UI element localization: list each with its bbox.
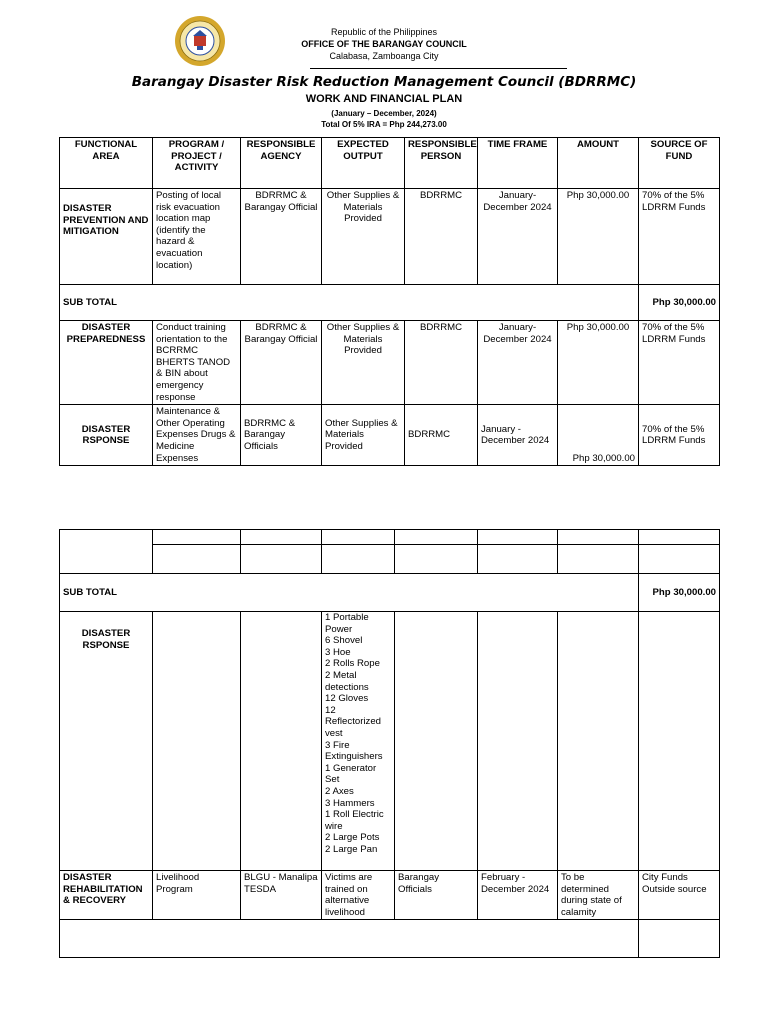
- prevention-agency: BDRRMC & Barangay Official: [241, 189, 322, 285]
- equipment-item: 3 Fire Extinguishers: [325, 739, 383, 763]
- prevention-output: Other Supplies & Materials Provided: [322, 189, 405, 285]
- col-header-output: EXPECTED OUTPUT: [322, 138, 405, 189]
- response-fund: 70% of the 5% LDRRM Funds: [639, 405, 720, 466]
- blank-cell: [153, 545, 241, 574]
- header-rule: [310, 68, 567, 69]
- preparedness-fund: 70% of the 5% LDRRM Funds: [639, 321, 720, 405]
- response-agency: BDRRMC & Barangay Officials: [241, 405, 322, 466]
- response-time: January - December 2024: [478, 405, 558, 466]
- response-amount: Php 30,000.00: [558, 405, 639, 466]
- equipment-item: 1 Portable Power: [325, 612, 369, 635]
- plan-table-1: [59, 137, 720, 466]
- equipment-item: 6 Shovel: [325, 635, 363, 647]
- blank-cell: [241, 612, 322, 871]
- preparedness-agency: BDRRMC & Barangay Official: [241, 321, 322, 405]
- preparedness-output: Other Supplies & Materials Provided: [322, 321, 405, 405]
- rehab-time: February - December 2024: [478, 871, 558, 920]
- prevention-fund: 70% of the 5% LDRRM Funds: [639, 189, 720, 285]
- blank-cell: [639, 545, 720, 574]
- rehab-output: Victims are trained on alternative livelihood: [322, 871, 395, 920]
- blank-cell: [395, 530, 478, 545]
- blank-cell: [241, 545, 322, 574]
- table-row: [60, 530, 720, 545]
- blank-cell: [478, 612, 558, 871]
- document-title: Barangay Disaster Risk Reduction Management Council (BDRRMC): [131, 74, 637, 90]
- blank-cell: [322, 545, 395, 574]
- col-header-person: RESPONSIBLE PERSON: [405, 138, 478, 189]
- preparedness-area: DISASTER PREPAREDNESS: [60, 321, 153, 405]
- table-row: [60, 920, 720, 958]
- blank-cell: [322, 530, 395, 545]
- blank-cell: [60, 530, 153, 574]
- blank-cell: [639, 530, 720, 545]
- blank-cell: [241, 530, 322, 545]
- subtotal-label: SUB TOTAL: [60, 285, 639, 321]
- rehab-area: DISASTER REHABILITATION & RECOVERY: [60, 871, 153, 920]
- document-subtitle: WORK AND FINANCIAL PLAN: [305, 93, 463, 105]
- prevention-amount: Php 30,000.00: [558, 189, 639, 285]
- table-header-row: [60, 138, 720, 189]
- equipment-item: 2 Rolls Rope: [325, 658, 380, 670]
- table-row: [60, 405, 720, 466]
- table-row: [60, 189, 720, 285]
- col-header-agency: RESPONSIBLE AGENCY: [241, 138, 322, 189]
- blank-cell: [478, 545, 558, 574]
- rehab-fund: City Funds Outside source: [639, 871, 720, 920]
- equipment-item: 12 Gloves: [325, 693, 369, 705]
- rehab-agency: BLGU - Manalipa TESDA: [241, 871, 322, 920]
- response2-area: DISASTER RSPONSE: [60, 612, 153, 871]
- blank-cell: [639, 612, 720, 871]
- blank-cell: [558, 612, 639, 871]
- preparedness-program: Conduct training orientation to the BCRRMC BHERTS TANOD & BIN about emergency response: [153, 321, 241, 405]
- table-row: [60, 871, 720, 920]
- subtotal-value: Php 30,000.00: [639, 574, 720, 612]
- blank-cell: [478, 530, 558, 545]
- equipment-list: [325, 612, 391, 855]
- col-header-program: PROGRAM / PROJECT / ACTIVITY: [153, 138, 241, 189]
- response-program: Maintenance & Other Operating Expenses Drugs & Medicine Expenses: [153, 405, 241, 466]
- blank-cell: [639, 920, 720, 958]
- subtotal-value: Php 30,000.00: [639, 285, 720, 321]
- col-header-fund: SOURCE OF FUND: [639, 138, 720, 189]
- equipment-item: 2 Large Pots: [325, 832, 380, 844]
- response-area: DISASTER RSPONSE: [60, 405, 153, 466]
- col-header-amount: AMOUNT: [558, 138, 639, 189]
- blank-cell: [558, 545, 639, 574]
- equipment-item: 3 Hoe: [325, 646, 351, 658]
- document-period: (January – December, 2024): [331, 109, 437, 118]
- table-row: [60, 612, 720, 871]
- blank-cell: [395, 545, 478, 574]
- subtotal-row: [60, 574, 720, 612]
- rehab-person: Barangay Officials: [395, 871, 478, 920]
- blank-cell: [558, 530, 639, 545]
- rehab-program: Livelihood Program: [153, 871, 241, 920]
- prevention-area: DISASTER PREVENTION AND MITIGATION: [60, 189, 153, 285]
- equipment-item: 1 Generator Set: [325, 762, 377, 786]
- blank-cell: [153, 530, 241, 545]
- blank-cell: [395, 612, 478, 871]
- blank-cell: [153, 612, 241, 871]
- response-person: BDRRMC: [405, 405, 478, 466]
- equipment-item: 12 Reflectorized vest: [325, 704, 381, 739]
- equipment-item: 2 Large Pan: [325, 843, 378, 855]
- header-location: Calabasa, Zamboanga City: [329, 51, 439, 61]
- preparedness-amount: Php 30,000.00: [558, 321, 639, 405]
- prevention-program: Posting of local risk evacuation location map (identify the hazard & evacuation location): [153, 189, 241, 285]
- header-republic: Republic of the Philippines: [330, 27, 438, 37]
- equipment-item: 3 Hammers: [325, 797, 375, 809]
- rehab-amount: To be determined during state of calamity: [558, 871, 639, 920]
- subtotal-label: SUB TOTAL: [60, 574, 639, 612]
- equipment-item: 2 Axes: [325, 785, 354, 797]
- response-output: Other Supplies & Materials Provided: [322, 405, 405, 466]
- col-header-functional-area: FUNCTIONAL AREA: [60, 138, 153, 189]
- table-row: [60, 545, 720, 574]
- col-header-time: TIME FRAME: [478, 138, 558, 189]
- prevention-person: BDRRMC: [405, 189, 478, 285]
- header-office: OFFICE OF THE BARANGAY COUNCIL: [301, 39, 467, 49]
- preparedness-time: January- December 2024: [478, 321, 558, 405]
- prevention-time: January- December 2024: [478, 189, 558, 285]
- table-row: [60, 321, 720, 405]
- equipment-item: 2 Metal detections: [325, 669, 369, 693]
- document-total: Total Of 5% IRA = Php 244,273.00: [321, 120, 447, 129]
- preparedness-person: BDRRMC: [405, 321, 478, 405]
- blank-cell: [60, 920, 639, 958]
- plan-table-2: [59, 529, 720, 958]
- equipment-item: 1 Roll Electric wire: [325, 809, 384, 832]
- subtotal-row: [60, 285, 720, 321]
- response2-output-list: [322, 612, 395, 871]
